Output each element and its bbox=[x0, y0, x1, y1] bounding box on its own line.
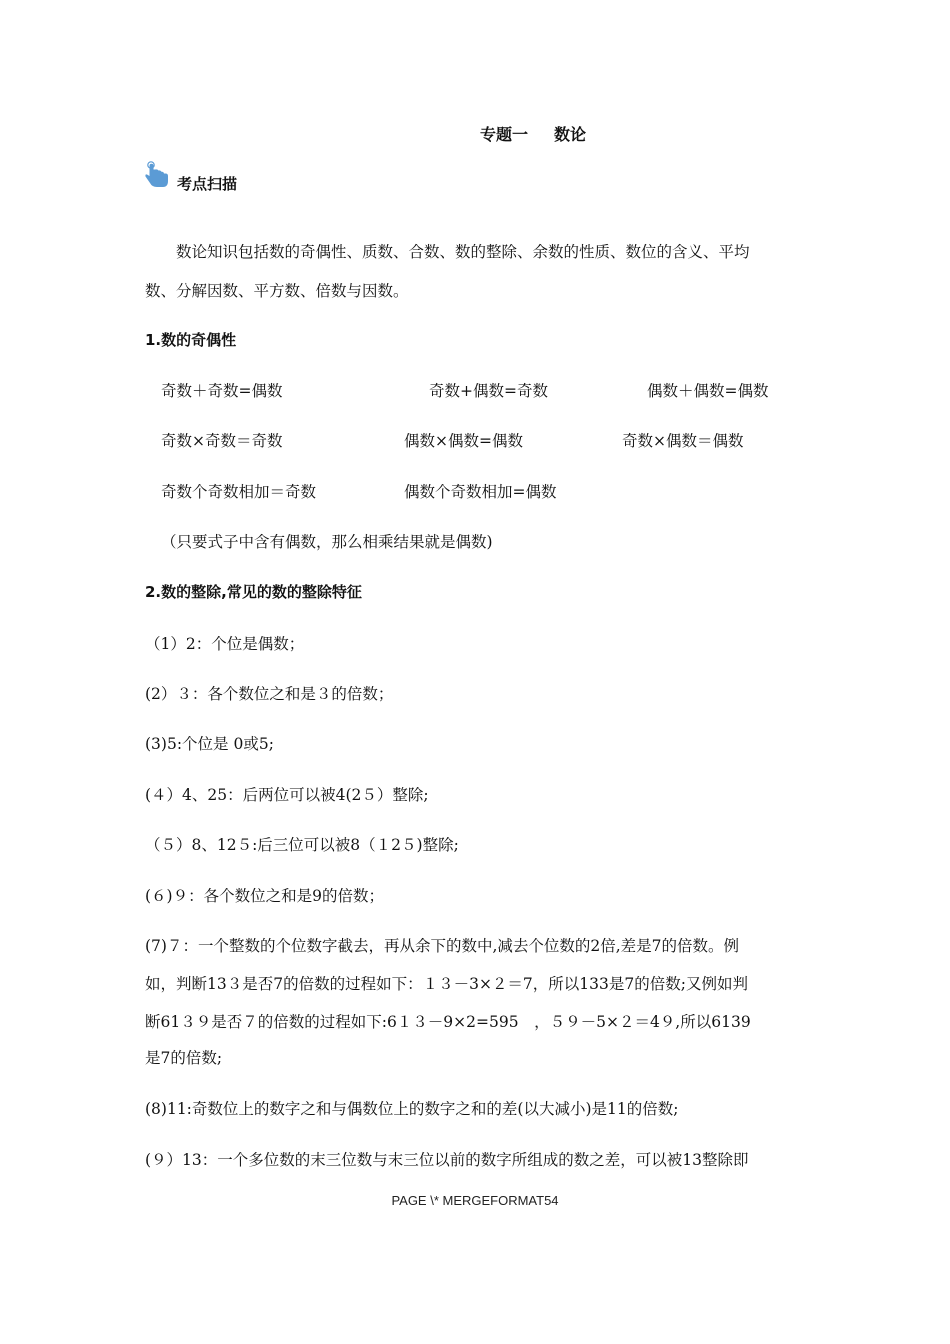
heading-divisibility: 2.数的整除,常见的数的整除特征 bbox=[145, 583, 362, 601]
divisibility-item: (2）３：各个数位之和是３的倍数； bbox=[145, 685, 394, 703]
divisibility-item: (９）13：一个多位数的末三位数与末三位以前的数字所组成的数之差，可以被13整除即 bbox=[145, 1151, 749, 1169]
parity-note: （只要式子中含有偶数，那么相乘结果就是偶数) bbox=[161, 533, 493, 551]
title-part-1: 专题一 bbox=[480, 125, 529, 144]
heading-parity: 1.数的奇偶性 bbox=[145, 331, 237, 349]
hand-pointer-icon bbox=[143, 160, 171, 190]
divisibility-item-7-line: (7)７：一个整数的个位数字截去，再从余下的数中,减去个位数的2倍,差是7的倍数。例 bbox=[145, 937, 740, 955]
parity-rule: 奇数+偶数=奇数 bbox=[429, 382, 548, 400]
divisibility-item-7-line: 如，判断13３是否7的倍数的过程如下：１３－3×２＝7，所以133是7的倍数;又例如判 bbox=[145, 975, 748, 993]
page-title bbox=[480, 122, 586, 145]
intro-line-2: 数、分解因数、平方数、倍数与因数。 bbox=[145, 282, 409, 300]
divisibility-item-7-line: 是7的倍数; bbox=[145, 1049, 223, 1067]
divisibility-item: (8)11:奇数位上的数字之和与偶数位上的数字之和的差(以大减小)是11的倍数; bbox=[145, 1100, 679, 1118]
divisibility-item: (3)5:个位是 0或5; bbox=[145, 735, 274, 753]
parity-rule: 偶数个奇数相加=偶数 bbox=[404, 483, 557, 501]
divisibility-item-7-line: 断61３９是否７的倍数的过程如下:6１３－9×2=595 ，５９－5×２＝4９,所以6139 bbox=[145, 1013, 751, 1031]
intro-line-1: 数论知识包括数的奇偶性、质数、合数、数的整除、余数的性质、数位的含义、平均 bbox=[145, 243, 750, 261]
parity-rule: 奇数×奇数＝奇数 bbox=[161, 432, 283, 450]
divisibility-item: （1）2：个位是偶数； bbox=[145, 635, 305, 653]
title-part-2: 数论 bbox=[554, 125, 587, 144]
parity-rule: 奇数＋奇数=偶数 bbox=[161, 382, 283, 400]
parity-row bbox=[0, 429, 950, 453]
parity-rule: 偶数＋偶数=偶数 bbox=[647, 382, 769, 400]
parity-rule: 偶数×偶数=偶数 bbox=[404, 432, 523, 450]
parity-row bbox=[0, 379, 950, 403]
divisibility-item: (６)９：各个数位之和是9的倍数； bbox=[145, 887, 384, 905]
divisibility-item: (４）4、25：后两位可以被4(2５）整除; bbox=[145, 786, 429, 804]
parity-row bbox=[0, 480, 950, 504]
parity-rule: 奇数个奇数相加＝奇数 bbox=[161, 483, 317, 501]
section-label-scan: 考点扫描 bbox=[177, 175, 238, 193]
parity-rule: 奇数×偶数＝偶数 bbox=[622, 432, 744, 450]
page-footer: PAGE \* MERGEFORMAT54 bbox=[391, 1193, 559, 1208]
divisibility-item: （５）8、12５:后三位可以被8（１2５)整除; bbox=[145, 836, 459, 854]
